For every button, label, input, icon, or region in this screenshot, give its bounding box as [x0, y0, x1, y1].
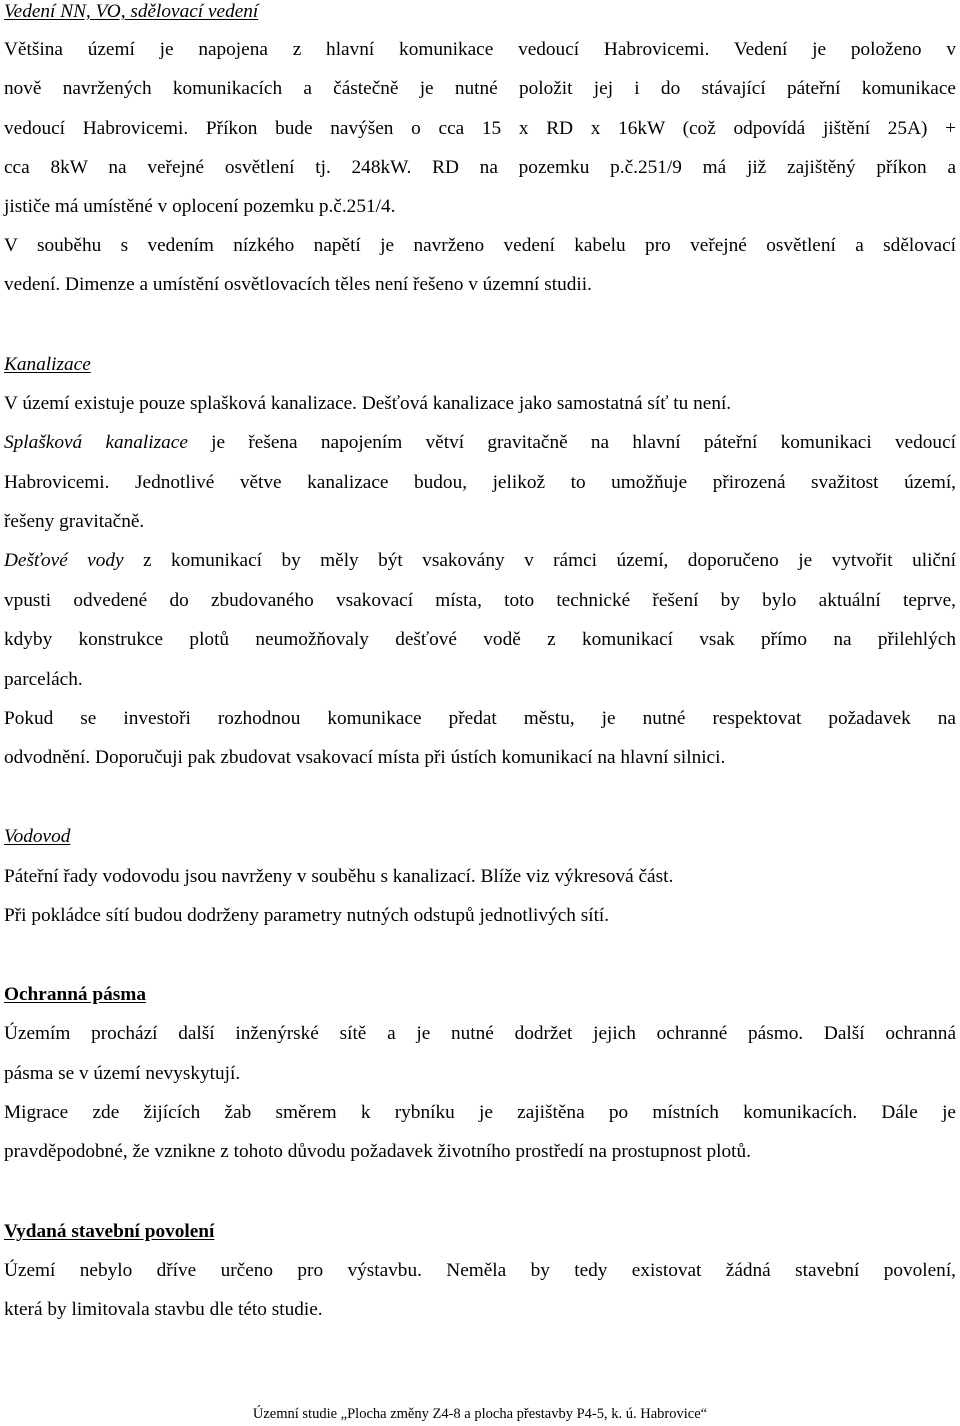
paragraph-line: kdyby konstrukce plotů neumožňovaly dešťové vodě z komunikací vsak přímo na přilehlých: [4, 629, 956, 650]
paragraph-line: parcelách.: [4, 669, 83, 690]
paragraph-line: V území existuje pouze splašková kanalizace. Dešťová kanalizace jako samostatná síť tu není.: [4, 393, 732, 414]
paragraph-line: řešeny gravitačně.: [4, 511, 145, 532]
paragraph-line: nově navržených komunikacích a částečně je nutné položit jej i do stávající páteřní komunikace: [4, 78, 956, 99]
paragraph-line: Většina území je napojena z hlavní komunikace vedoucí Habrovicemi. Vedení je položeno v: [4, 39, 956, 60]
paragraph-text: je řešena napojením větví gravitačně na hlavní páteřní komunikaci vedoucí: [187, 432, 956, 453]
term-destove-vody: Dešťové vody: [4, 550, 124, 571]
term-splaskova-kanalizace: Splašková kanalizace: [4, 432, 188, 453]
paragraph-line: Území nebylo dříve určeno pro výstavbu. Neměla by tedy existovat žádná stavební povolení,: [4, 1260, 956, 1281]
paragraph-line: Habrovicemi. Jednotlivé větve kanalizace budou, jelikož to umožňuje přirozená svažitost území,: [4, 472, 956, 493]
paragraph-line: [4, 549, 956, 573]
section-heading-povoleni: Vydaná stavební povolení: [4, 1221, 215, 1242]
paragraph-line: Při pokládce sítí budou dodrženy parametry nutných odstupů jednotlivých sítí.: [4, 905, 610, 926]
paragraph-text: z komunikací by měly být vsakovány v rámci území, doporučeno je vytvořit uliční: [123, 550, 956, 571]
page-footer: [0, 1405, 960, 1423]
section-heading-kanalizace: Kanalizace: [4, 354, 91, 375]
section-heading-vodovod: Vodovod: [4, 826, 71, 847]
paragraph-line: cca 8kW na veřejné osvětlení tj. 248kW. RD na pozemku p.č.251/9 má již zajištěný příkon a: [4, 157, 956, 178]
paragraph-line: pásma se v území nevyskytují.: [4, 1063, 241, 1084]
paragraph-line: vpusti odvedené do zbudovaného vsakovací místa, toto technické řešení by bylo aktuální teprve,: [4, 590, 956, 611]
footer-text: Územní studie „Plocha změny Z4-8 a plocha přestavby P4-5, k. ú. Habrovice“: [252, 1406, 708, 1422]
paragraph-line: vedoucí Habrovicemi. Příkon bude navýšen o cca 15 x RD x 16kW (což odpovídá jištění 25A) +: [4, 118, 956, 139]
section-heading-vedeni: Vedení NN, VO, sdělovací vedení: [4, 1, 259, 22]
paragraph-line: pravděpodobné, že vznikne z tohoto důvodu požadavek životního prostředí na prostupnost plotů.: [4, 1141, 751, 1162]
paragraph-line: [4, 431, 956, 455]
paragraph-line: vedení. Dimenze a umístění osvětlovacích těles není řešeno v územní studii.: [4, 274, 592, 295]
paragraph-line: Územím prochází další inženýrské sítě a je nutné dodržet jejich ochranné pásmo. Další ochranná: [4, 1023, 956, 1044]
paragraph-line: V souběhu s vedením nízkého napětí je navrženo vedení kabelu pro veřejné osvětlení a sdělovací: [4, 235, 956, 256]
paragraph-line: Migrace zde žijících žab směrem k rybníku je zajištěna po místních komunikacích. Dále je: [4, 1102, 956, 1123]
paragraph-line: jističe má umístěné v oplocení pozemku p.č.251/4.: [4, 196, 396, 217]
paragraph-line: odvodnění. Doporučuji pak zbudovat vsakovací místa při ústích komunikací na hlavní silnici.: [4, 747, 726, 768]
paragraph-line: Pokud se investoři rozhodnou komunikace předat městu, je nutné respektovat požadavek na: [4, 708, 956, 729]
section-heading-ochranna-pasma: Ochranná pásma: [4, 984, 146, 1005]
paragraph-line: která by limitovala stavbu dle této studie.: [4, 1299, 323, 1320]
paragraph-line: Páteřní řady vodovodu jsou navrženy v souběhu s kanalizací. Blíže viz výkresová část.: [4, 866, 674, 887]
